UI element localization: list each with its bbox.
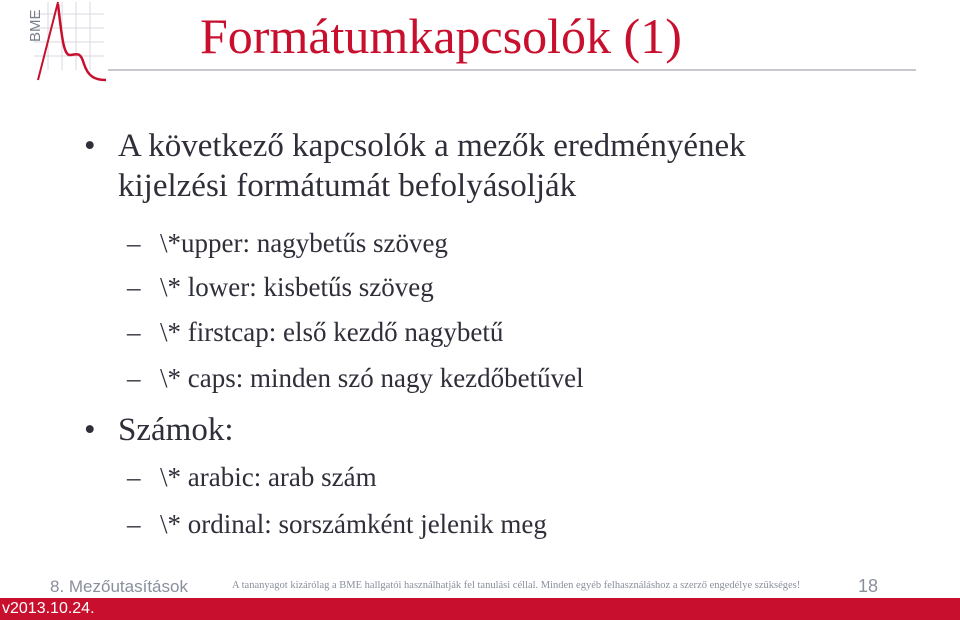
dash-marker: – [127,462,141,492]
dash-marker: – [127,317,141,347]
logo-letters: BME [27,9,44,42]
sub-item [127,271,434,303]
bullet-item [84,410,234,450]
version-label: v2013.10.24. [2,600,95,617]
dash-marker: – [127,363,141,393]
slide-title: Formátumkapcsolók (1) [200,8,682,64]
bullet-item [84,126,858,206]
dash-marker: – [127,509,141,539]
sub-item [127,227,448,259]
bullet-marker: • [84,412,96,448]
footer-section-label: 8. Mezőutasítások [50,577,188,596]
sub-item-text: \* caps: minden szó nagy kezdőbetűvel [160,363,584,393]
dash-marker: – [127,228,141,258]
sub-item [127,461,377,493]
title-divider [108,69,916,71]
sub-item-text: \* ordinal: sorszámként jelenik meg [160,509,547,539]
bullet-text: A következő kapcsolók a mezők eredményének kijelzési formátumát befolyásolják [118,128,746,204]
page-number: 18 [858,576,879,596]
sub-item [127,362,584,394]
sub-item-text: \* firstcap: első kezdő nagybetű [160,317,504,347]
bme-logo [18,0,108,88]
sub-item-text: \* lower: kisbetűs szöveg [160,272,434,302]
footer-usage-notice: A tananyagot kizárólag a BME hallgatói használhatják fel tanulási céllal. Minden egyéb felhasználáshoz a szerző engedélye szükséges! [232,580,801,591]
bullet-text: Számok: [118,412,234,448]
sub-item [127,508,547,540]
bullet-marker: • [84,128,96,164]
sub-item-text: \* arabic: arab szám [160,462,377,492]
dash-marker: – [127,272,141,302]
sub-item-text: \*upper: nagybetűs szöveg [160,228,448,258]
footer-bar [0,598,960,620]
sub-item [127,316,504,348]
